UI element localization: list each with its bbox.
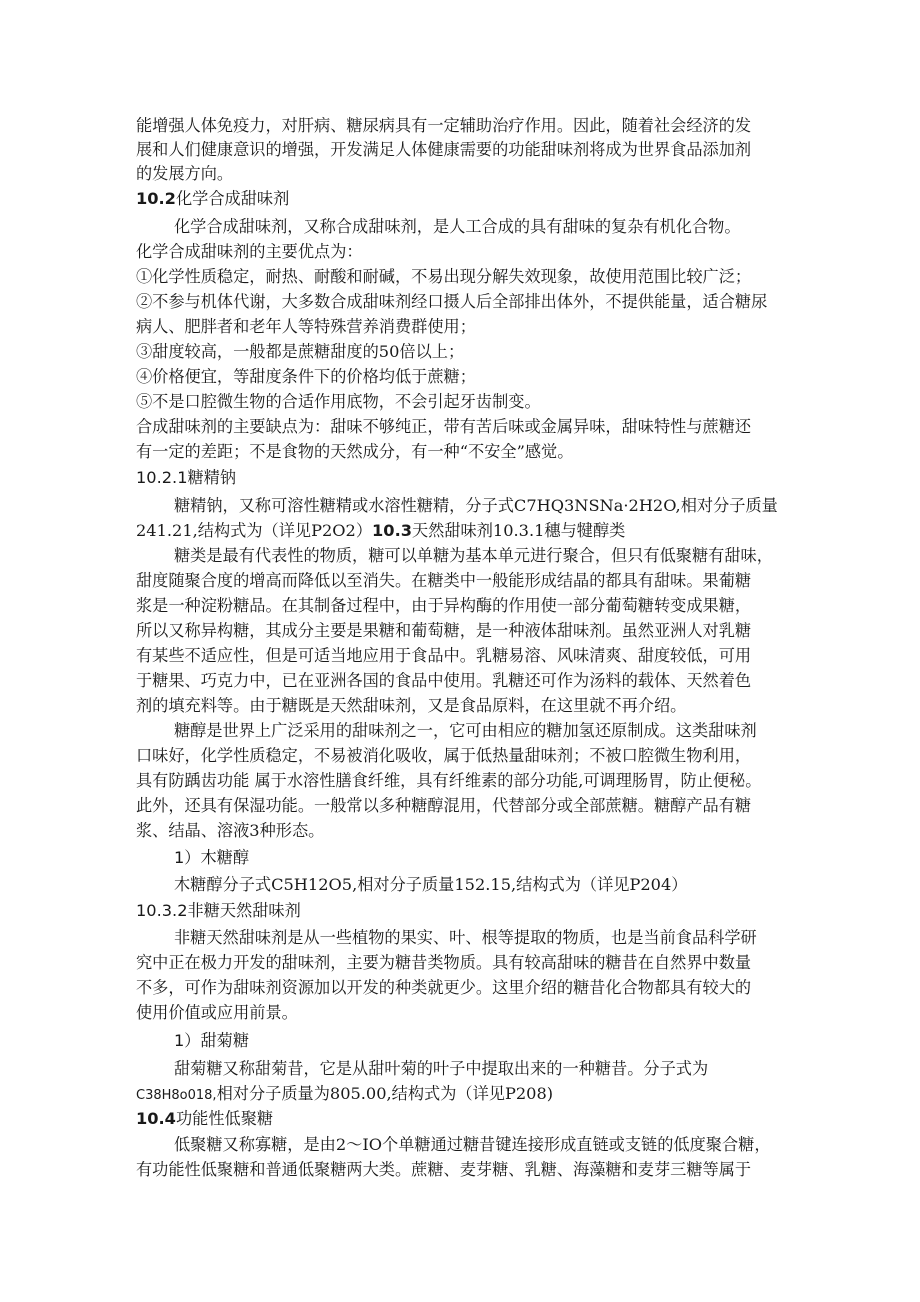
item-heading-xylitol: 1）木糖醇 <box>174 848 250 867</box>
section-number: 10.4 <box>136 1109 176 1128</box>
list-item: ⑤不是口腔微生物的合适作用底物，不会引起牙齿制变。 <box>136 392 541 411</box>
paragraph-line: 甜菊糖又称甜菊昔，它是从甜叶菊的叶子中提取出来的一种糖昔。分子式为 <box>174 1059 709 1078</box>
paragraph-line: 低聚糖又称寡糖，是由2～IO个单糖通过糖昔键连接形成直链或支链的低度聚合糖， <box>174 1135 771 1154</box>
section-heading-10-2 <box>136 188 289 210</box>
line-text: 241.21,结构式为（详见P2O2） <box>136 521 373 540</box>
paragraph-line: 口味好，化学性质稳定，不易被消化吸收，属于低热量甜味剂；不被口腔微生物利用， <box>136 746 752 765</box>
subsection-heading-10-3-2: 10.3.2非糖天然甜味剂 <box>136 901 301 920</box>
section-title: 功能性低聚糖 <box>175 1109 274 1128</box>
paragraph-line: 有某些不适应性，但是可适当地应用于食品中。乳糖易溶、风味清爽、甜度较低，可用 <box>136 646 752 665</box>
paragraph-line: 糖类是最有代表性的物质，糖可以单糖为基本单元进行聚合，但只有低聚糖有甜味， <box>174 546 773 565</box>
paragraph-line: 使用价值或应用前景。 <box>136 1003 298 1022</box>
item-heading-stevioside: 1）甜菊糖 <box>174 1031 250 1050</box>
paragraph-line: 究中正在极力开发的甜味剂，主要为糖昔类物质。具有较高甜味的糖昔在自然界中数量 <box>136 953 752 972</box>
paragraph-line: 浆、结晶、溶液3种形态。 <box>136 821 325 840</box>
list-item: ④价格便宜，等甜度条件下的价格均低于蔗糖； <box>136 367 476 386</box>
paragraph-line <box>136 520 625 542</box>
paragraph-line: 的发展方向。 <box>136 164 234 183</box>
paragraph-line: 有功能性低聚糖和普通低聚糖两大类。蔗糖、麦芽糖、乳糖、海藻糖和麦芽三糖等属于 <box>136 1160 752 1179</box>
section-heading-10-4 <box>136 1108 273 1130</box>
section-number: 10.2 <box>136 189 176 208</box>
paragraph-line: 浆是一种淀粉糖品。在其制备过程中，由于异构酶的作用使一部分葡萄糖转变成果糖， <box>136 596 752 615</box>
paragraph-line: 具有防踽齿功能 属于水溶性膳食纤维，具有纤维素的部分功能,可调理肠胃，防止便秘。 <box>136 771 762 790</box>
section-title: 化学合成甜味剂 <box>175 189 290 208</box>
formula-text: C38H8o018, <box>136 1088 217 1103</box>
paragraph-line: 不多，可作为甜味剂资源加以开发的种类就更少。这里介绍的糖昔化合物都具有较大的 <box>136 978 752 997</box>
paragraph-line: 病人、肥胖者和老年人等特殊营养消费群使用； <box>136 317 476 336</box>
paragraph-line: 化学合成甜味剂，又称合成甜味剂，是人工合成的具有甜味的复杂有机化合物。 <box>174 217 741 236</box>
paragraph-line: 甜度随聚合度的增高而降低以至消失。在糖类中一般能形成结晶的都具有甜味。果葡糖 <box>136 571 752 590</box>
paragraph-line: 能增强人体免疫力，对肝病、糖尿病具有一定辅助治疗作用。因此，随着社会经济的发 <box>136 116 752 135</box>
paragraph-line: 糖醇是世界上广泛采用的甜味剂之一，它可由相应的糖加氢还原制成。这类甜味剂 <box>174 721 757 740</box>
list-item: ①化学性质稳定，耐热、耐酸和耐碱，不易出现分解失效现象，故使用范围比较广泛； <box>136 267 752 286</box>
section-title: 天然甜味剂10.3.1穗与犍醇类 <box>412 521 626 540</box>
paragraph-line: 展和人们健康意识的增强，开发满足人体健康需要的功能甜味剂将成为世界食品添加剂 <box>136 140 752 159</box>
paragraph-line: 有一定的差距；不是食物的天然成分，有一种“不安全”感觉。 <box>136 442 574 461</box>
paragraph-line: 木糖醇分子式C5H12O5,相对分子质量152.15,结构式为（详见P204） <box>174 875 688 894</box>
line-text: 相对分子质量为805.00,结构式为（详见P208) <box>216 1084 554 1103</box>
paragraph-line: 此外，还具有保湿功能。一般常以多种糖醇混用，代替部分或全部蔗糖。糖醇产品有糖 <box>136 796 752 815</box>
paragraph-line: 于糖果、巧克力中，已在亚洲各国的食品中使用。乳糖还可作为汤料的载体、天然着色 <box>136 671 752 690</box>
paragraph-line <box>136 1083 553 1107</box>
paragraph-line: 剂的填充料等。由于糖既是天然甜味剂，又是食品原料，在这里就不再介绍。 <box>136 696 687 715</box>
paragraph-line: 合成甜味剂的主要缺点为：甜味不够纯正，带有苦后味或金属异味，甜味特性与蔗糖还 <box>136 417 752 436</box>
list-item: ②不参与机体代谢，大多数合成甜味剂经口摄人后全部排出体外，不提供能量，适合糖尿 <box>136 292 768 311</box>
paragraph-line: 所以又称异构糖，其成分主要是果糖和葡萄糖，是一种液体甜味剂。虽然亚洲人对乳糖 <box>136 621 752 640</box>
subsection-heading-10-2-1: 10.2.1糖精钠 <box>136 468 237 487</box>
paragraph-line: 非糖天然甜味剂是从一些植物的果实、叶、根等提取的物质，也是当前食品科学研 <box>174 928 757 947</box>
list-item: ③甜度较高，一般都是蔗糖甜度的50倍以上； <box>136 342 465 361</box>
section-number: 10.3 <box>372 521 412 540</box>
paragraph-line: 糖精钠，又称可溶性糖精或水溶性糖精，分子式C7HQ3NSNa·2H2O,相对分子质量 <box>174 496 778 515</box>
paragraph-line: 化学合成甜味剂的主要优点为： <box>136 242 363 261</box>
